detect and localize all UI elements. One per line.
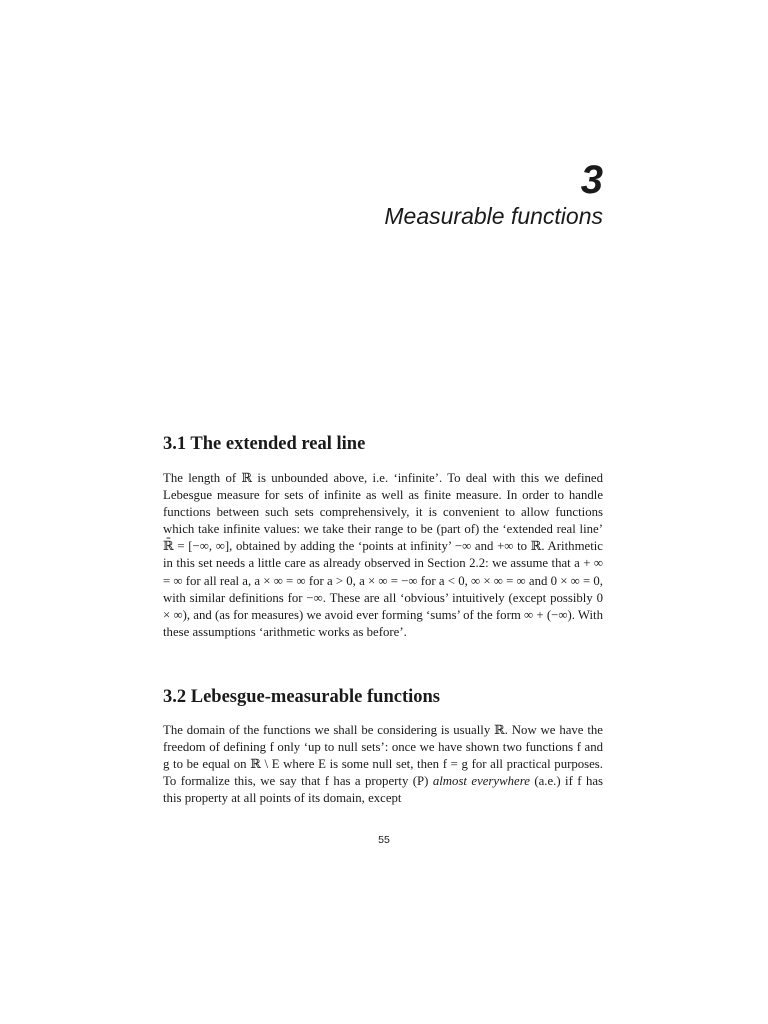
section-heading: 3.1 The extended real line: [163, 434, 366, 454]
emphasized-term: almost everywhere: [432, 774, 530, 789]
section-extended-real-line: [163, 433, 603, 641]
section-heading: 3.2 Lebesgue-measurable functions: [163, 687, 440, 707]
body-text: The domain of the functions we shall be considering is usually ℝ. Now we have the freedom of defining f only ‘up to null sets’: once we have shown two functions f and g to be equal on ℝ \ E where E is some null set, then f = g for all practical purposes. To formalize this, we say that f has a property (P): [163, 723, 603, 789]
body-text: (a.e.) if f has this property at all points of its domain, except: [163, 774, 604, 806]
section-lebesgue-measurable-functions: [163, 686, 603, 807]
section-body: The length of ℝ is unbounded above, i.e. ‘infinite’. To deal with this we defined Lebesgue measure for sets of infinite as well as finite measure. In order to handle functions between such sets comprehensively, it is convenient to allow functions which take infinite values: we take their range to be (part of) the ‘extended real line’ ℝ̄ = [−∞, ∞], obtained by adding the ‘points at infinity’ −∞ and +∞ to ℝ. Arithmetic in this set needs a little care as already observed in Section 2.2: we assume that a + ∞ = ∞ for all real a, a × ∞ = ∞ for a > 0, a × ∞ = −∞ for a < 0, ∞ × ∞ = ∞ and 0 × ∞ = 0, with similar definitions for −∞. These are all ‘obvious’ intuitively (except possibly 0 × ∞), and (as for measures) we avoid ever forming ‘sums’ of the form ∞ + (−∞). With these assumptions ‘arithmetic works as before’.: [163, 471, 603, 639]
chapter-number: 3: [580, 158, 603, 202]
chapter-header: [384, 160, 603, 230]
page-number: 55: [378, 834, 390, 846]
chapter-title: Measurable functions: [384, 203, 603, 229]
section-body: [163, 722, 603, 807]
